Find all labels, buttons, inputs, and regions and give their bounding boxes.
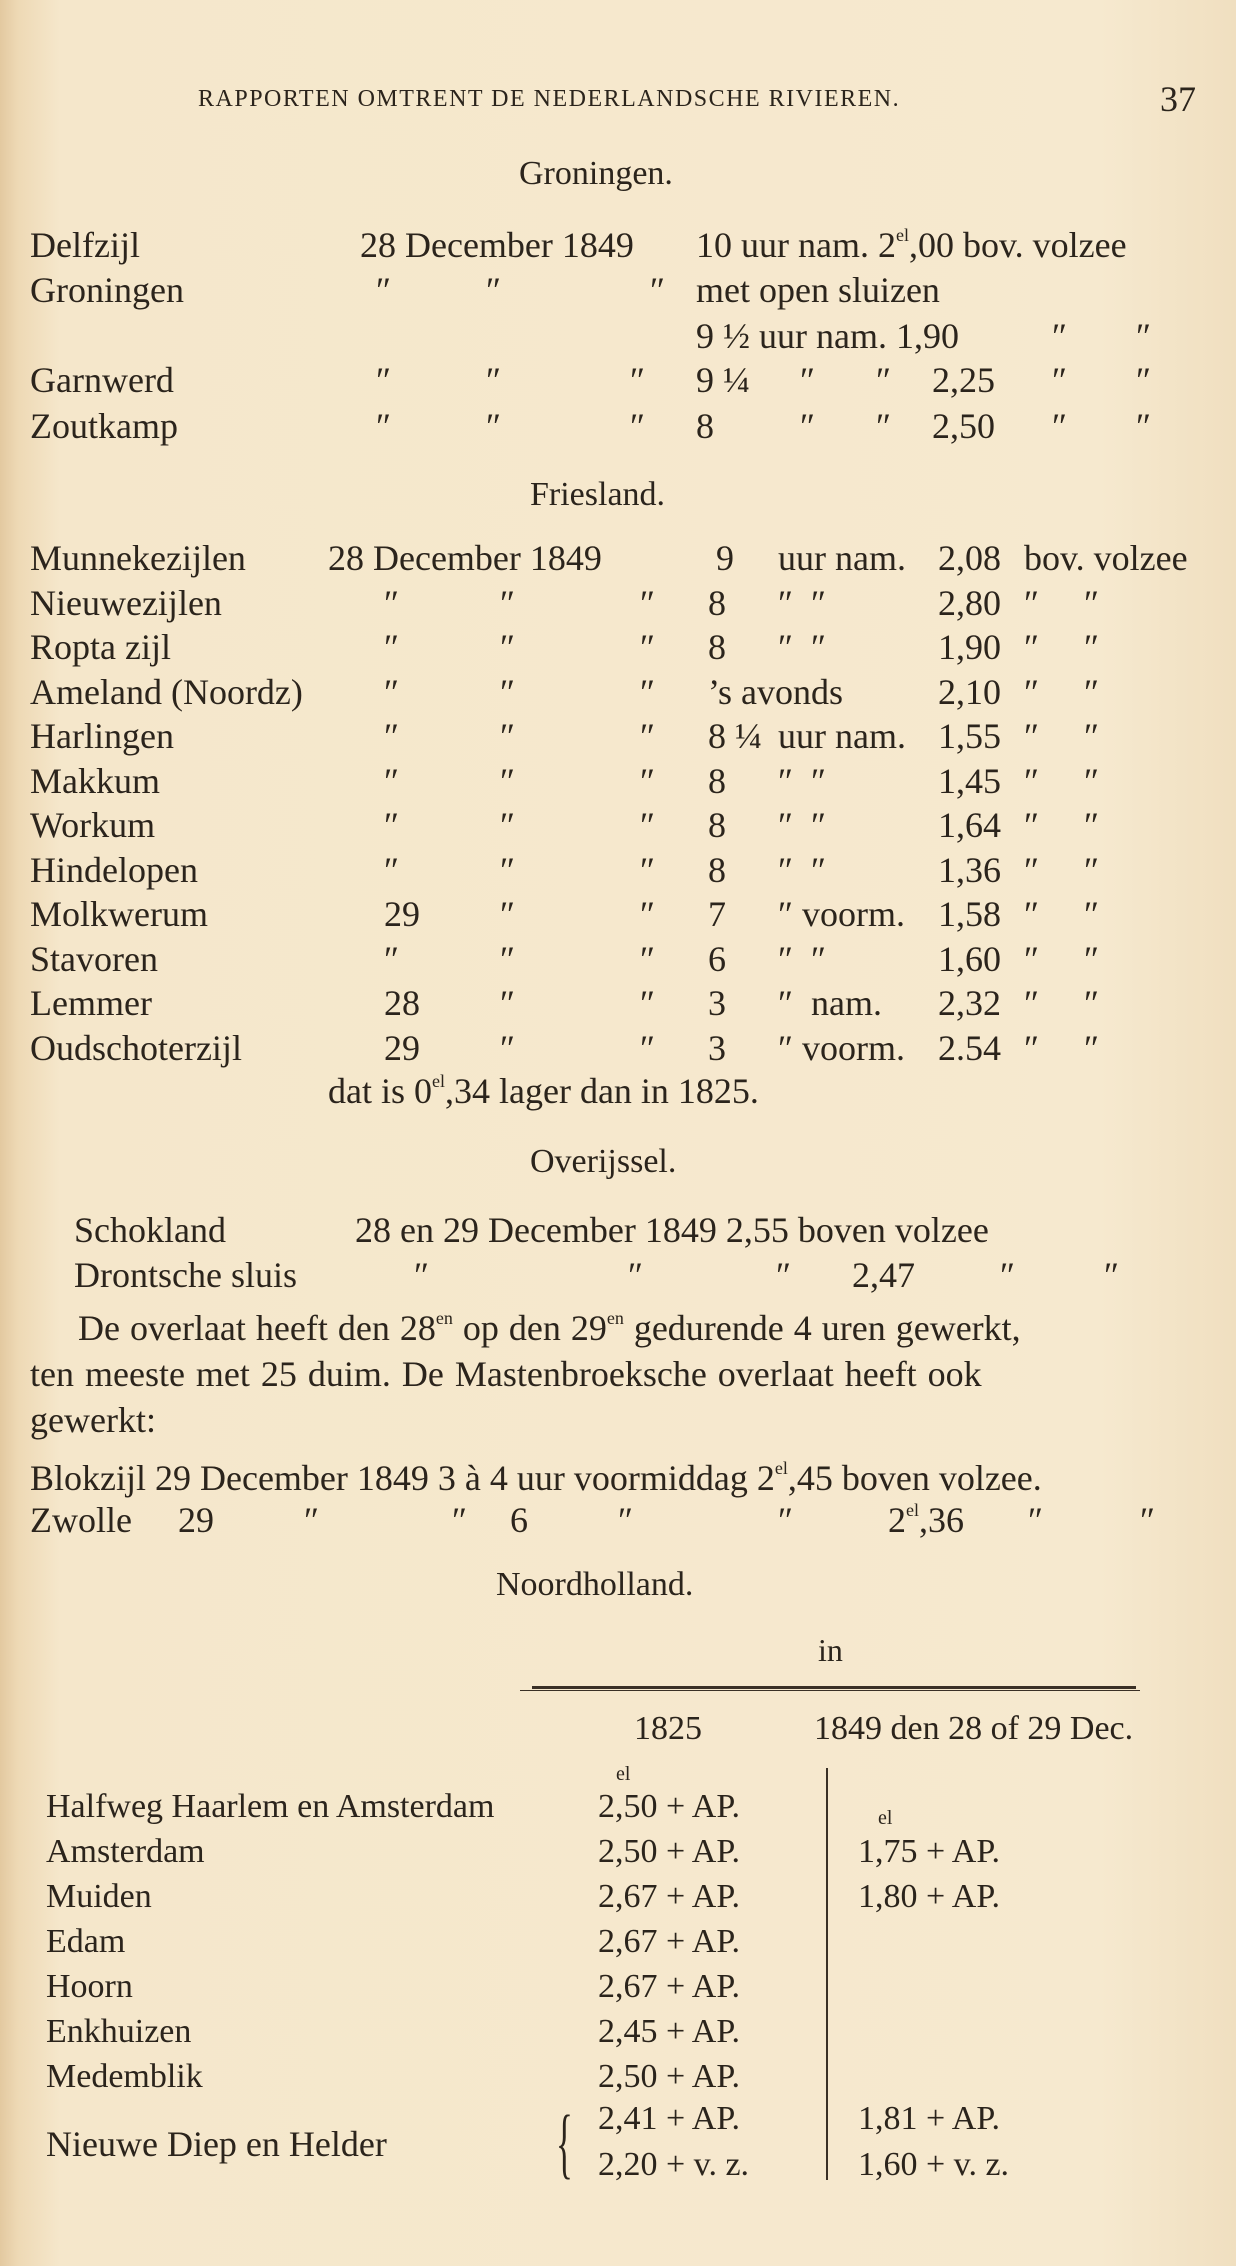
unit-1825: el [616, 1763, 631, 1785]
place-zoutkamp: Zoutkamp [30, 406, 178, 446]
ditto-mark: ″ [800, 360, 815, 400]
day-cell: ″ [384, 671, 399, 712]
day-cell: ″ [384, 938, 399, 979]
place-cell: Nieuwezijlen [30, 582, 222, 623]
ditto-mark: ″ [876, 360, 891, 400]
date-cell: 28 December 1849 [328, 538, 602, 578]
place-cell: Ropta zijl [30, 627, 171, 667]
ditto-mark: ″ [414, 1255, 429, 1295]
tail-cell: ″ ″ [1024, 1027, 1099, 1068]
value-cell: 2.54 [938, 1027, 1001, 1068]
time-unit-cell: ″ ″ [778, 582, 826, 623]
time-unit-cell: ″ ″ [778, 805, 826, 845]
value-cell: $2^{el},36$ [888, 1499, 964, 1540]
ditto-mark: ″ [630, 360, 645, 400]
ditto-mark: ″ [500, 716, 515, 756]
tail-cell: ″ ″ [1024, 760, 1099, 801]
running-title: RAPPORTEN OMTRENT DE NEDERLANDSCHE RIVIEREN. [198, 86, 901, 112]
in-label: in [818, 1632, 843, 1668]
time-unit-cell: uur nam. [778, 538, 906, 578]
value-1849-b: 1,60 + v. z. [858, 2146, 1010, 2183]
ditto-mark: ″ [500, 983, 515, 1023]
value-1825-cell: 2,67 + AP. [598, 1968, 740, 2005]
ditto-mark: ″ [640, 938, 655, 979]
tail-cell: bov. volzee [1024, 538, 1188, 578]
blokzijl-line: Blokzijl 29 December 1849 3 à 4 uur voormiddag $2^{el},45$ boven volzee. [30, 1457, 1042, 1498]
value-1849-cell: 1,80 + AP. [858, 1878, 1000, 1915]
schokland-text: 28 en 29 December 1849 2,55 boven volzee [355, 1210, 989, 1250]
ditto-mark: ″ [628, 1255, 643, 1295]
unit-1849: el [878, 1807, 893, 1829]
note-cell: met open sluizen [696, 270, 940, 310]
value-cell: 1,55 [938, 716, 1001, 756]
hour-cell: 6 [708, 938, 726, 979]
section-title-groningen: Groningen. [519, 155, 673, 192]
value-1849-cell: 1,75 + AP. [858, 1833, 1000, 1870]
place-cell: Munnekezijlen [30, 538, 246, 578]
value-1825-cell: 2,50 + AP. [598, 1788, 740, 1825]
place-cell: Halfweg Haarlem en Amsterdam [46, 1788, 495, 1825]
ditto-mark: ″ [500, 582, 515, 623]
hour-cell: 9 [716, 538, 734, 578]
value-cell: 2,10 [938, 671, 1001, 712]
ditto-mark: ″ [618, 1500, 633, 1540]
ditto-mark: ″ [376, 360, 391, 400]
hour-cell: 8 [708, 760, 726, 801]
tail-cell: ″ ″ [1024, 983, 1099, 1023]
ditto-mark: ″ [304, 1500, 319, 1540]
ditto-mark: ″ [640, 849, 655, 890]
section-title-overijssel: Overijssel. [530, 1143, 677, 1180]
ditto-mark: ″ [1052, 360, 1067, 400]
ditto-mark: ″ [640, 760, 655, 801]
time-cell: 9 ¼ [696, 360, 750, 400]
ditto-mark: ″ [376, 406, 391, 446]
place-cell: Edam [46, 1923, 126, 1960]
hour-cell: 6 [510, 1500, 528, 1540]
ditto-mark: ″ [630, 406, 645, 446]
tail-cell: ″ ″ [1024, 671, 1099, 712]
time-unit-cell: ″ ″ [778, 760, 826, 801]
ditto-mark: ″ [376, 270, 391, 310]
ditto-mark: ″ [640, 716, 655, 756]
place-schokland: Schokland [74, 1210, 226, 1250]
hour-cell: 3 [708, 1027, 726, 1068]
value-cell: 2,80 [938, 582, 1001, 623]
value-cell: 1,45 [938, 760, 1001, 801]
ditto-mark: ″ [1028, 1500, 1043, 1540]
day-cell: ″ [384, 627, 399, 667]
value-1825-cell: 2,50 + AP. [598, 2058, 740, 2095]
value-1825-cell: 2,67 + AP. [598, 1923, 740, 1960]
time-unit-cell: ″ ″ [778, 938, 826, 979]
ditto-mark: ″ [500, 849, 515, 890]
place-cell: Muiden [46, 1878, 152, 1915]
value-cell: 1,90 [938, 627, 1001, 667]
ditto-mark: ″ [640, 1027, 655, 1068]
value-1825-cell: 2,45 + AP. [598, 2013, 740, 2050]
ditto-mark: ″ [640, 627, 655, 667]
place-cell: Oudschoterzijl [30, 1027, 242, 1068]
ditto-mark: ″ [1136, 406, 1151, 446]
ditto-mark: ″ [1140, 1500, 1155, 1540]
value-1825-a: 2,41 + AP. [598, 2100, 740, 2137]
ditto-mark: ″ [640, 582, 655, 623]
place-groningen: Groningen [30, 270, 184, 310]
value-cell: 1,64 [938, 805, 1001, 845]
place-nieuwe-diep-en-helder: Nieuwe Diep en Helder [46, 2124, 387, 2164]
value-cell: 1,36 [938, 849, 1001, 890]
column-header-1849: 1849 den 28 of 29 Dec. [814, 1710, 1134, 1747]
day-cell: 29 [384, 894, 420, 934]
place-garnwerd: Garnwerd [30, 360, 174, 400]
day-cell: 28 [384, 983, 420, 1023]
place-cell: Amsterdam [46, 1833, 205, 1870]
time-cell: 10 uur nam. $2^{el},00$ bov. volzee [696, 224, 1127, 265]
place-cell: Harlingen [30, 716, 174, 756]
tail-cell: ″ ″ [1024, 582, 1099, 623]
time-unit-cell: uur nam. [778, 716, 906, 756]
day-cell: ″ [384, 760, 399, 801]
ditto-mark: ″ [778, 1500, 793, 1540]
ditto-mark: ″ [486, 360, 501, 400]
brace: { [556, 2099, 573, 2186]
tail-cell: ″ ″ [1024, 716, 1099, 756]
ditto-mark: ″ [640, 894, 655, 934]
paragraph-line-3: gewerkt: [30, 1400, 156, 1440]
place-cell: Workum [30, 805, 156, 845]
ditto-mark: ″ [640, 983, 655, 1023]
time-unit-cell: ″ nam. [778, 983, 882, 1023]
day-cell: ″ [384, 716, 399, 756]
hour-cell: 8 [708, 805, 726, 845]
place-zwolle: Zwolle [30, 1500, 132, 1540]
place-cell: Ameland (Noordz) [30, 671, 303, 712]
place-cell: Hindelopen [30, 849, 198, 890]
ditto-mark: ″ [1000, 1255, 1015, 1295]
day-cell: ″ [384, 849, 399, 890]
time-unit-cell: ″ voorm. [778, 1027, 905, 1068]
paragraph-line-2: ten meeste met 25 duim. De Mastenbroeksche overlaat heeft ook [30, 1354, 982, 1394]
friesland-note: dat is $0^{el},34$ lager dan in 1825. [328, 1070, 759, 1111]
day-cell: 29 [384, 1027, 420, 1068]
day-cell: 29 [178, 1500, 214, 1540]
tail-cell: ″ ″ [1024, 627, 1099, 667]
section-title-friesland: Friesland. [530, 476, 666, 513]
place-drontsche-sluis: Drontsche sluis [74, 1255, 297, 1295]
hour-cell: 8 [708, 582, 726, 623]
ditto-mark: ″ [876, 406, 891, 446]
ditto-mark: ″ [486, 270, 501, 310]
hour-cell: 8 [708, 627, 726, 667]
ditto-mark: ″ [500, 760, 515, 801]
value-cell: 2,32 [938, 983, 1001, 1023]
ditto-mark: ″ [1052, 316, 1067, 356]
value-cell: 2,50 [932, 406, 995, 446]
ditto-mark: ″ [486, 406, 501, 446]
place-cell: Makkum [30, 760, 160, 801]
ditto-mark: ″ [650, 270, 665, 310]
value-cell: 1,60 [938, 938, 1001, 979]
time-cell: 9 ½ uur nam. 1,90 [696, 316, 959, 356]
place-cell: Hoorn [46, 1968, 133, 2005]
value-cell: 2,25 [932, 360, 995, 400]
ditto-mark: ″ [500, 894, 515, 934]
tail-cell: ″ ″ [1024, 894, 1099, 934]
value-1825-cell: 2,50 + AP. [598, 1833, 740, 1870]
ditto-mark: ″ [500, 627, 515, 667]
page-number: 37 [1160, 79, 1196, 119]
day-cell: ″ [384, 582, 399, 623]
place-cell: Lemmer [30, 983, 152, 1023]
value-1825-b: 2,20 + v. z. [598, 2146, 750, 2183]
ditto-mark: ″ [500, 938, 515, 979]
section-title-noordholland: Noordholland. [496, 1566, 694, 1603]
hour-cell: 8 ¼ [708, 716, 762, 756]
paragraph-line-1: De overlaat heeft den $28^{en}$ op den $29^{en}$ gedurende 4 uren gewerkt, [78, 1307, 1021, 1348]
value-cell: 1,58 [938, 894, 1001, 934]
time-unit-cell: ″ ″ [778, 849, 826, 890]
place-cell: Enkhuizen [46, 2013, 192, 2050]
ditto-mark: ″ [640, 805, 655, 845]
tail-cell: ″ ″ [1024, 805, 1099, 845]
ditto-mark: ″ [1136, 316, 1151, 356]
hour-cell: 8 [708, 849, 726, 890]
header-rule-thin [520, 1690, 1140, 1691]
place-cell: Molkwerum [30, 894, 208, 934]
header-rule [532, 1686, 1136, 1689]
time-cell: 8 [696, 406, 714, 446]
value-cell: 2,08 [938, 538, 1001, 578]
hour-cell: 7 [708, 894, 726, 934]
ditto-mark: ″ [1136, 360, 1151, 400]
value-1849-a: 1,81 + AP. [858, 2100, 1000, 2137]
place-cell: Medemblik [46, 2058, 203, 2095]
ditto-mark: ″ [500, 805, 515, 845]
place-cell: Stavoren [30, 938, 158, 979]
ditto-mark: ″ [500, 671, 515, 712]
time-unit-cell: ″ voorm. [778, 894, 905, 934]
date-cell: 28 December 1849 [360, 225, 634, 265]
ditto-mark: ″ [776, 1255, 791, 1295]
ditto-mark: ″ [800, 406, 815, 446]
hour-cell: 3 [708, 983, 726, 1023]
ditto-mark: ″ [1052, 406, 1067, 446]
column-divider [826, 1768, 828, 2180]
tail-cell: ″ ″ [1024, 938, 1099, 979]
column-header-1825: 1825 [634, 1710, 702, 1747]
place-delfzijl: Delfzijl [30, 225, 140, 265]
value-cell: 2,47 [852, 1255, 915, 1295]
hour-cell: ’s avonds [708, 671, 843, 712]
value-1825-cell: 2,67 + AP. [598, 1878, 740, 1915]
day-cell: ″ [384, 805, 399, 845]
ditto-mark: ″ [1104, 1255, 1119, 1295]
ditto-mark: ″ [500, 1027, 515, 1068]
tail-cell: ″ ″ [1024, 849, 1099, 890]
ditto-mark: ″ [640, 671, 655, 712]
ditto-mark: ″ [452, 1500, 467, 1540]
time-unit-cell: ″ ″ [778, 627, 826, 667]
